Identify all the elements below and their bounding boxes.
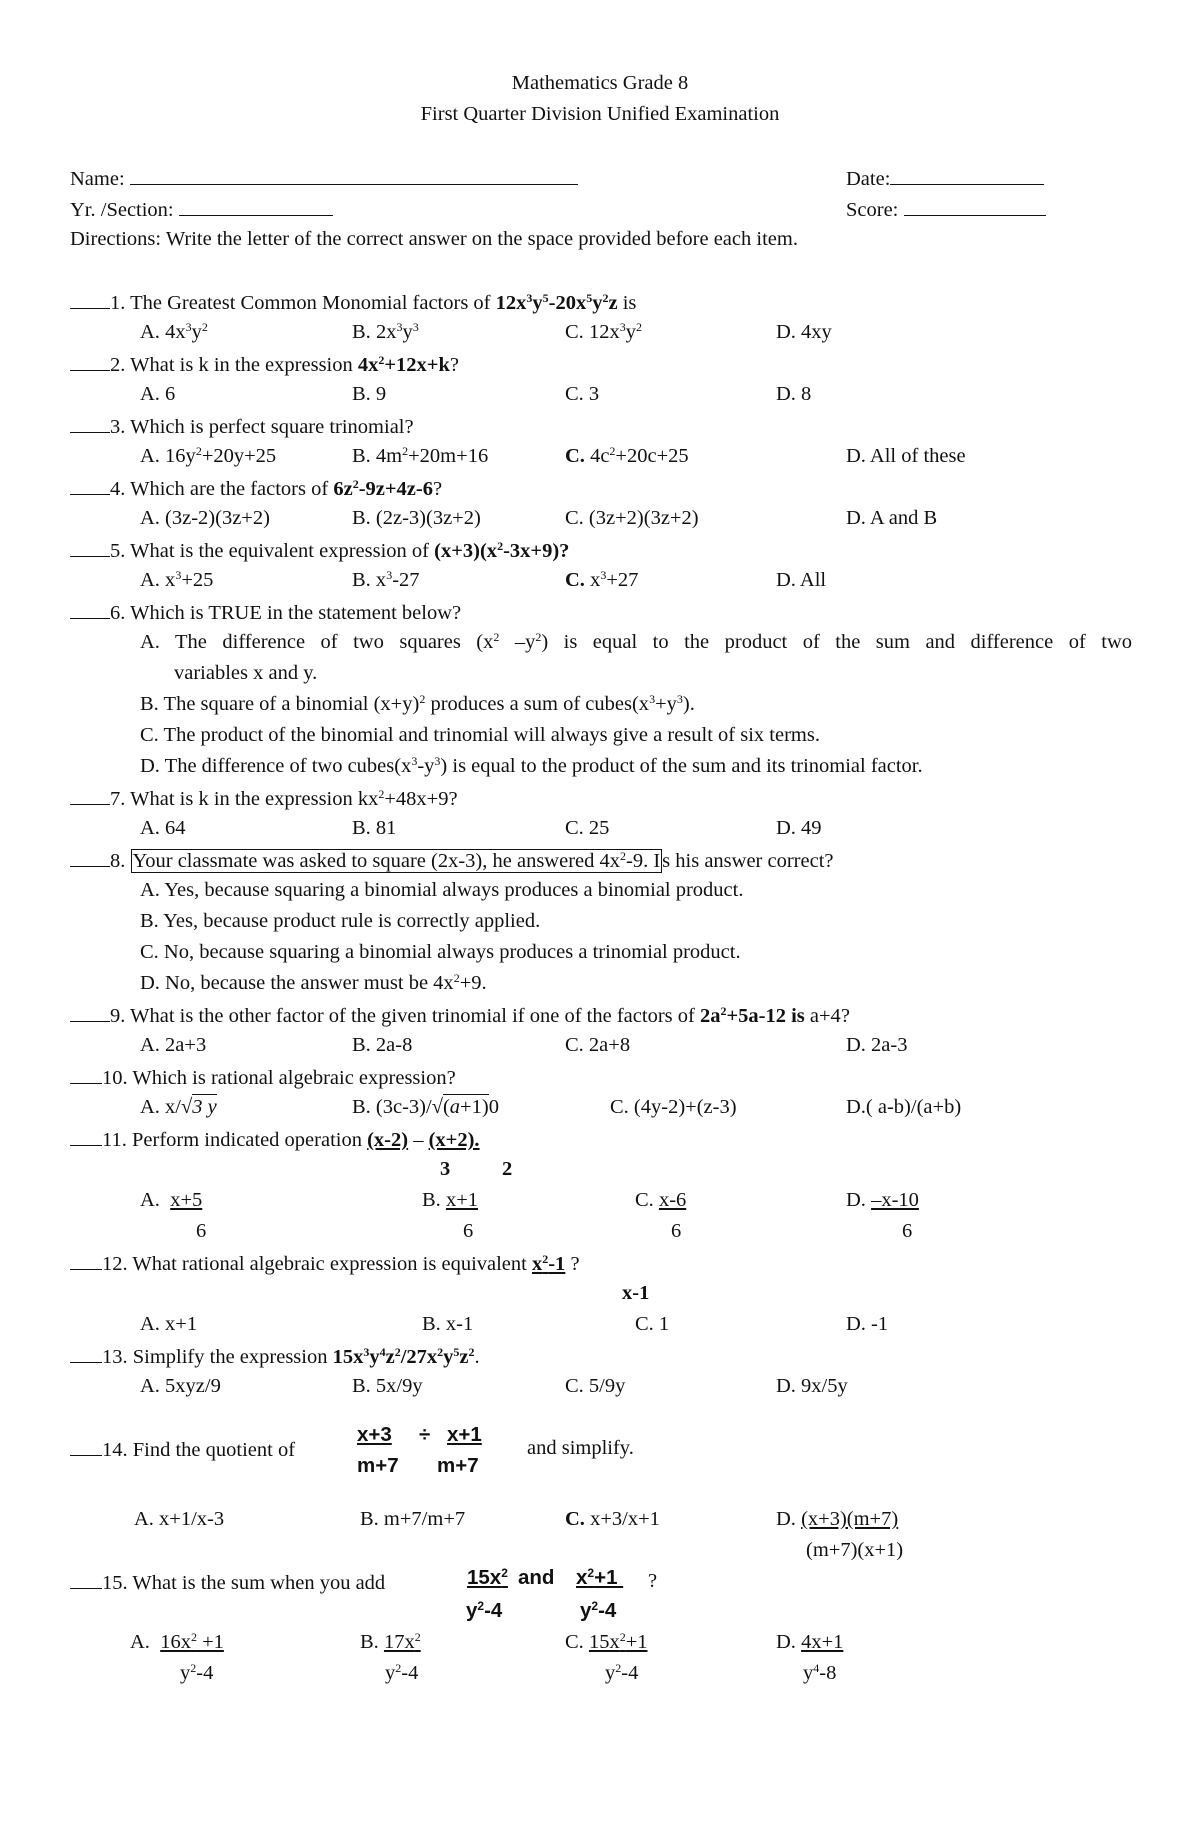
answer-blank[interactable] xyxy=(70,1003,110,1022)
option-numerator: $16x^2 +1$ xyxy=(160,1630,224,1653)
denominator-text: y xyxy=(605,1662,616,1684)
score-blank[interactable] xyxy=(904,197,1046,216)
option-a[interactable]: A. $16y^2+20y+25$ xyxy=(140,444,277,467)
denominator-text: y xyxy=(385,1662,396,1684)
q-numerator: $x^2-1$ xyxy=(531,1252,566,1275)
option-numerator: $15x^2+1$ xyxy=(588,1630,648,1653)
option-d-denominator: 6 xyxy=(902,1220,913,1242)
option-d[interactable]: D. All of these xyxy=(846,445,966,467)
option-numerator: x+1 xyxy=(445,1189,478,1211)
option-d[interactable]: D. 49 xyxy=(776,817,822,839)
q-text: Which is rational algebraic expression? xyxy=(127,1067,456,1089)
fraction-2-numerator: x+1 xyxy=(447,1423,482,1446)
q-text: Which are the factors of xyxy=(125,478,334,500)
option-b[interactable]: B. 9 xyxy=(352,383,387,405)
option-c[interactable]: C. $4c^2+20c+25$ xyxy=(565,444,689,467)
q-number: 1. xyxy=(110,292,126,314)
option-numerator-text: 17x xyxy=(383,1631,415,1653)
option-d[interactable]: D. 8 xyxy=(776,383,812,405)
option-c[interactable]: C. (4y-2)+(z-3) xyxy=(610,1096,737,1118)
q-expression-1: (x-2) xyxy=(367,1129,409,1151)
boxed-text: Your classmate was asked to square (2x-3), he answered $4x^2-9$. I xyxy=(132,849,661,872)
option-c[interactable]: C. 5/9y xyxy=(565,1375,626,1397)
option-label: A. 16y xyxy=(140,445,196,467)
denominator-base: y xyxy=(580,1599,592,1622)
fraction-2-denominator: $y^2-4$ xyxy=(580,1599,617,1622)
q-text: What rational algebraic expression is equivalent xyxy=(127,1253,532,1275)
option-a[interactable]: A. (3z-2)(3z+2) xyxy=(140,507,270,529)
q-number: 8. xyxy=(110,850,126,872)
q-number: 12. xyxy=(102,1253,128,1275)
answer-blank[interactable] xyxy=(70,1437,102,1456)
fraction-1-denominator: $y^2-4$ xyxy=(466,1599,503,1622)
exam-subtitle: First Quarter Division Unified Examination xyxy=(420,103,780,125)
q-text-end: is xyxy=(617,292,637,314)
option-a[interactable]: A. x+5 xyxy=(140,1189,203,1211)
denominator-base: y xyxy=(466,1599,478,1622)
option-c[interactable]: C. $x^3+27$ xyxy=(565,568,639,591)
option-numerator: –x-10 xyxy=(871,1189,919,1211)
answer-blank[interactable] xyxy=(70,600,110,619)
question-6 xyxy=(70,600,461,625)
q-denominator: x-1 xyxy=(622,1282,650,1304)
option-b[interactable]: B. The square of a binomial $(x+y)^2$ produces a sum of $cubes(x^3+y^3)$. xyxy=(140,692,695,715)
fraction-2-denominator: m+7 xyxy=(437,1454,479,1477)
fraction-1-numerator-text: 15x xyxy=(467,1566,502,1589)
fraction-1-numerator: $15x^2$ xyxy=(467,1566,508,1589)
option-a[interactable]: A. Yes, because squaring a binomial always produces a binomial product. xyxy=(140,879,744,901)
q-text-end: and simplify. xyxy=(527,1437,634,1459)
question-11 xyxy=(70,1127,480,1152)
fraction-2-numerator-text: x xyxy=(576,1566,588,1589)
option-a[interactable]: A. $x^3+25$ xyxy=(140,568,214,591)
q-text-end: ? xyxy=(840,1005,850,1027)
name-field xyxy=(70,166,578,191)
question-3 xyxy=(70,414,414,439)
option-a[interactable]: A. 6 xyxy=(140,383,176,405)
option-d-denominator: $y^4-8$ xyxy=(803,1661,837,1684)
option-b[interactable]: B. $17x^2$ xyxy=(360,1630,421,1653)
answer-blank[interactable] xyxy=(70,1251,102,1270)
question-10 xyxy=(70,1065,456,1090)
option-d[interactable]: D. –x-10 xyxy=(846,1189,919,1211)
q-numerator-base: x xyxy=(531,1253,543,1275)
answer-blank[interactable] xyxy=(70,1344,102,1363)
option-b[interactable]: B. x+1 xyxy=(422,1189,478,1211)
option-b[interactable]: B. $x^3-27$ xyxy=(352,568,420,591)
fraction-1-denominator: m+7 xyxy=(357,1454,399,1477)
option-numerator: 4x+1 xyxy=(801,1631,844,1653)
denominator-text: y xyxy=(180,1662,191,1684)
option-c[interactable]: C. $12x^3y^2$ xyxy=(565,320,642,343)
q-expression: $6z^2-9z+4z-6$ xyxy=(333,477,433,500)
q-text: What is the equivalent expression of xyxy=(125,540,435,562)
option-b[interactable]: B. m+7/m+7 xyxy=(360,1508,466,1530)
exam-title: Mathematics Grade 8 xyxy=(511,72,689,94)
option-d[interactable]: D. No, because the answer must be $4x^2+9$. xyxy=(140,971,487,994)
q-expression: $2a^2+5a-12$ is xyxy=(699,1004,810,1027)
q-text: What is k in the expression kx xyxy=(125,788,379,810)
boxed-text-2: -9. I xyxy=(626,850,661,872)
option-label: C. xyxy=(565,569,585,591)
option-c[interactable]: C. 2a+8 xyxy=(565,1034,631,1056)
option-d[interactable]: D.( a-b)/(a+b) xyxy=(846,1096,962,1118)
option-label: A. x xyxy=(140,569,176,591)
question-7: 7. What is k in the expression $kx^2+48x+9$? xyxy=(70,786,458,811)
option-b[interactable]: B. x-1 xyxy=(422,1313,474,1335)
option-c-denominator: $y^2-4$ xyxy=(605,1661,639,1684)
section-label: Yr. /Section: xyxy=(70,199,174,221)
question-2 xyxy=(70,352,459,377)
option-c[interactable]: C. $15x^2+1$ xyxy=(565,1630,648,1653)
option-a[interactable]: A. $4x^3y^2$ xyxy=(140,320,208,343)
divide-operator: ÷ xyxy=(419,1423,431,1446)
option-b[interactable]: B. (2z-3)(3z+2) xyxy=(352,507,481,529)
denominator-text: y xyxy=(803,1662,814,1684)
option-text: D. The difference of two cubes(x xyxy=(140,755,412,777)
q-text-end: s his answer correct? xyxy=(662,850,834,872)
answer-blank[interactable] xyxy=(70,848,110,867)
option-b[interactable]: B. (3c-3)/√(a+1)0 xyxy=(352,1096,499,1118)
q-expression: $12x^3y^5-20x^5y^2z$ xyxy=(495,291,618,314)
option-a[interactable]: A. x+1 xyxy=(140,1313,198,1335)
score-label: Score: xyxy=(846,199,899,221)
answer-blank[interactable] xyxy=(70,290,110,309)
option-b[interactable]: B. 5x/9y xyxy=(352,1375,423,1397)
score-field xyxy=(846,197,1046,222)
q-text: What is the sum when you add xyxy=(127,1572,386,1594)
option-text: x+3/x+1 xyxy=(590,1508,660,1530)
q-text: Which is perfect square trinomial? xyxy=(125,416,414,438)
q-expression-2: (x+2). xyxy=(428,1129,480,1151)
q-number: 10. xyxy=(102,1067,128,1089)
option-c[interactable]: C. x-6 xyxy=(635,1189,687,1211)
answer-blank[interactable] xyxy=(70,414,110,433)
option-a[interactable]: A. 64 xyxy=(140,817,186,839)
name-blank[interactable] xyxy=(130,166,578,185)
question-1 xyxy=(70,290,636,315)
question-13: 13. Simplify the expression $15x^3y^4z^2/27x^2y^5z^2$. xyxy=(70,1344,480,1369)
option-d[interactable]: D. 4xy xyxy=(776,321,832,343)
option-d[interactable]: D. A and B xyxy=(846,507,938,529)
q-expression: $15x^3y^4z^2/27x^2y^5z^2$ xyxy=(332,1345,475,1368)
q-text-end: ? xyxy=(449,354,459,376)
q-number: 7. xyxy=(110,788,126,810)
option-c-denominator: 6 xyxy=(671,1220,682,1242)
option-numerator: $17x^2$ xyxy=(383,1630,421,1653)
q-text: What is the other factor of the given trinomial if one of the factors of xyxy=(125,1005,700,1027)
q-text: Find the quotient of xyxy=(127,1439,296,1461)
option-numerator-text: 16x xyxy=(160,1631,191,1653)
option-text-2: produces a sum of cubes(x xyxy=(425,693,650,715)
option-label: C. xyxy=(565,445,585,467)
q-number: 6. xyxy=(110,602,126,624)
question-15 xyxy=(70,1570,385,1595)
option-numerator: (x+3)(m+7) xyxy=(801,1508,899,1530)
option-b[interactable]: B. $2x^3y^3$ xyxy=(352,320,419,343)
answer-blank[interactable] xyxy=(70,1570,102,1589)
q-number: 3. xyxy=(110,416,126,438)
option-text: B. The square of a binomial (x+y) xyxy=(140,693,420,715)
option-text: D. No, because the answer must be 4x xyxy=(140,972,454,994)
boxed-text-1: Your classmate was asked to square (2x-3), he answered 4x xyxy=(132,850,621,872)
option-label: B. 4m xyxy=(352,445,403,467)
q-denominator-1: 3 xyxy=(440,1158,451,1180)
option-label: C. xyxy=(565,321,589,343)
option-a[interactable]: A. 5xyz/9 xyxy=(140,1375,221,1397)
option-text: A. The difference of two squares (x xyxy=(140,631,494,653)
option-a[interactable]: A. 2a+3 xyxy=(140,1034,207,1056)
answer-blank[interactable] xyxy=(70,352,110,371)
section-blank[interactable] xyxy=(179,197,333,216)
q-number: 14. xyxy=(102,1439,128,1461)
q-text: Simplify the expression xyxy=(127,1346,333,1368)
option-c[interactable]: C. 1 xyxy=(635,1313,670,1335)
option-c[interactable]: C. The product of the binomial and trinomial will always give a result of six terms. xyxy=(140,724,820,746)
name-label: Name: xyxy=(70,168,125,190)
option-b[interactable]: B. 81 xyxy=(352,817,397,839)
option-a[interactable]: A. x+1/x-3 xyxy=(134,1508,225,1530)
option-a-denominator: 6 xyxy=(196,1220,207,1242)
q-number: 9. xyxy=(110,1005,126,1027)
q-text: Which is TRUE in the statement below? xyxy=(125,602,462,624)
option-b[interactable]: B. 2a-8 xyxy=(352,1034,413,1056)
q-number: 13. xyxy=(102,1346,128,1368)
option-label: B. x xyxy=(352,569,387,591)
denominator-tail: -4 xyxy=(598,1599,617,1622)
option-a[interactable]: A. The difference of two squares ($x^2$ $-y^2$) is equal to the product of the sum and difference of two xyxy=(140,630,1132,653)
option-d-denominator: (m+7)(x+1) xyxy=(806,1539,904,1561)
option-c[interactable]: C. x+3/x+1 xyxy=(565,1508,660,1530)
option-a[interactable]: A. $16x^2 +1$ xyxy=(130,1630,224,1653)
q-numerator-tail: -1 xyxy=(548,1253,566,1275)
option-a-cont: variables x and y. xyxy=(174,662,318,684)
option-d[interactable]: D. 9x/5y xyxy=(776,1375,848,1397)
q-number: 2. xyxy=(110,354,126,376)
answer-blank[interactable] xyxy=(70,476,110,495)
fraction-1-numerator: x+3 xyxy=(357,1423,392,1446)
question-9: 9. What is the other factor of the given trinomial if one of the factors of $2a^2+5a-12$ is a+4? xyxy=(70,1003,850,1028)
option-d[interactable]: D. The difference of two $cubes(x^3-y^3)$ is equal to the product of the sum and its trinomial factor. xyxy=(140,754,923,777)
option-text-2: ) is equal to the product of the sum and its trinomial factor. xyxy=(440,755,923,777)
date-field xyxy=(846,166,1044,191)
option-d[interactable]: D. 2a-3 xyxy=(846,1034,908,1056)
option-b-denominator: 6 xyxy=(463,1220,474,1242)
question-5 xyxy=(70,538,569,563)
question-14 xyxy=(70,1437,295,1462)
option-c[interactable]: C. 25 xyxy=(565,817,610,839)
question-12: 12. What rational algebraic expression is equivalent $x^2-1$ ? xyxy=(70,1251,580,1276)
directions: Directions: Write the letter of the correct answer on the space provided before each item. xyxy=(70,228,798,250)
option-numerator-text: 15x xyxy=(588,1631,620,1653)
option-label: B. (3c-3)/ xyxy=(352,1096,432,1118)
option-b[interactable]: B. $4m^2+20m+16$ xyxy=(352,444,489,467)
question-8 xyxy=(70,848,834,873)
q-number: 11. xyxy=(102,1129,127,1151)
q-number: 5. xyxy=(110,540,126,562)
option-b-denominator: $y^2-4$ xyxy=(385,1661,419,1684)
fraction-2-numerator-tail: +1 xyxy=(594,1566,618,1589)
q-denominator-2: 2 xyxy=(502,1158,513,1180)
section-field xyxy=(70,197,333,222)
option-numerator: x+5 xyxy=(170,1189,203,1211)
q-number: 15. xyxy=(102,1572,128,1594)
date-label: Date: xyxy=(846,168,891,190)
option-label: B. xyxy=(352,321,376,343)
denominator-tail: -4 xyxy=(484,1599,503,1622)
option-d[interactable]: D. -1 xyxy=(846,1313,889,1335)
option-label: A. xyxy=(140,321,166,343)
q-operator: – xyxy=(408,1129,429,1151)
option-a-denominator: $y^2-4$ xyxy=(180,1661,214,1684)
question-mark: ? xyxy=(648,1570,658,1592)
q-text: What is k in the expression xyxy=(125,354,358,376)
answer-blank[interactable] xyxy=(70,538,110,557)
option-c[interactable]: C. 3 xyxy=(565,383,600,405)
q-number: 4. xyxy=(110,478,126,500)
answer-blank[interactable] xyxy=(70,786,110,805)
q-text-2: +48x+9? xyxy=(384,788,458,810)
option-d[interactable]: D. All xyxy=(776,569,827,591)
q-text-end: ? xyxy=(559,540,570,562)
q-expression: $(x+3)(x^2-3x+9)$ xyxy=(434,539,560,562)
option-numerator: x-6 xyxy=(658,1189,687,1211)
option-label: A. x/ xyxy=(140,1096,181,1118)
date-blank[interactable] xyxy=(890,166,1044,185)
option-b[interactable]: B. Yes, because product rule is correctly applied. xyxy=(140,910,541,932)
q-text: The Greatest Common Monomial factors of xyxy=(125,292,496,314)
question-4 xyxy=(70,476,442,501)
option-c[interactable]: C. (3z+2)(3z+2) xyxy=(565,507,699,529)
option-d[interactable]: D. 4x+1 xyxy=(776,1631,844,1653)
q-text: Perform indicated operation xyxy=(126,1129,368,1151)
q-text-end: ? xyxy=(432,478,443,500)
q-expression: $4x^2+12x+k$ xyxy=(357,353,450,376)
answer-blank[interactable] xyxy=(70,1127,102,1146)
option-c[interactable]: C. No, because squaring a binomial always produces a trinomial product. xyxy=(140,941,741,963)
answer-blank[interactable] xyxy=(70,1065,102,1084)
and-label: and xyxy=(518,1566,555,1589)
fraction-2-numerator: $x^2+1$ xyxy=(576,1566,618,1589)
option-d[interactable]: D. (x+3)(m+7) xyxy=(776,1508,899,1530)
option-a[interactable]: A. x/√3 y xyxy=(140,1096,217,1118)
